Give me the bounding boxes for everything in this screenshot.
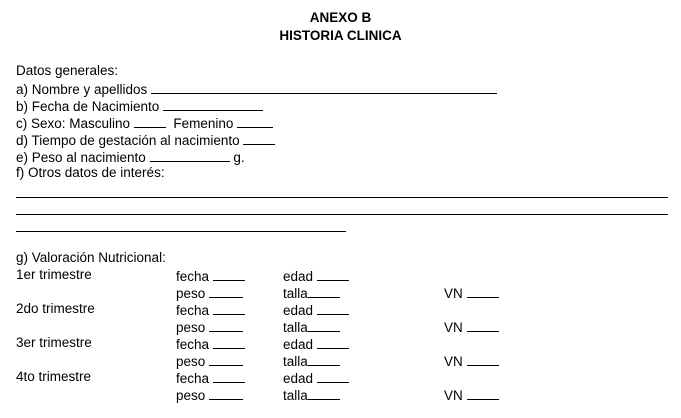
weight-blank[interactable] xyxy=(209,386,243,400)
birth-weight-label: e) Peso al nacimiento xyxy=(16,150,146,165)
name-row xyxy=(16,80,497,98)
date-blank[interactable] xyxy=(213,267,245,281)
weight-blank[interactable] xyxy=(209,284,243,298)
birthdate-row xyxy=(16,97,263,115)
date-field xyxy=(176,267,245,285)
gestation-row xyxy=(16,131,275,149)
height-field xyxy=(283,352,340,370)
birth-weight-row xyxy=(16,148,245,166)
vn-blank[interactable] xyxy=(467,386,499,400)
other-data-line-2[interactable] xyxy=(16,214,668,215)
vn-label: VN xyxy=(444,354,463,369)
height-field xyxy=(283,386,340,404)
other-data-line-3[interactable] xyxy=(16,231,346,232)
age-blank[interactable] xyxy=(317,267,349,281)
age-label: edad xyxy=(283,303,314,318)
other-data-label: f) Otros datos de interés: xyxy=(16,165,165,180)
weight-blank[interactable] xyxy=(209,318,243,332)
date-label: fecha xyxy=(176,269,210,284)
vn-field xyxy=(444,352,499,370)
date-field xyxy=(176,369,245,387)
sex-male-label: c) Sexo: Masculino xyxy=(16,116,131,131)
date-field xyxy=(176,301,245,319)
birth-weight-blank[interactable] xyxy=(150,148,230,162)
age-blank[interactable] xyxy=(317,335,349,349)
date-blank[interactable] xyxy=(213,301,245,315)
height-field xyxy=(283,318,340,336)
age-field xyxy=(283,267,349,285)
height-blank[interactable] xyxy=(308,352,340,366)
height-blank[interactable] xyxy=(308,386,340,400)
height-label: talla xyxy=(283,354,308,369)
document-title: HISTORIA CLINICA xyxy=(279,28,402,43)
date-blank[interactable] xyxy=(213,369,245,383)
birth-weight-unit: g. xyxy=(233,150,245,165)
name-label: a) Nombre y apellidos xyxy=(16,82,148,97)
date-label: fecha xyxy=(176,303,210,318)
vn-label: VN xyxy=(444,320,463,335)
weight-label: peso xyxy=(176,320,206,335)
sex-female-label: Femenino xyxy=(173,116,234,131)
age-blank[interactable] xyxy=(317,369,349,383)
height-field xyxy=(283,284,340,302)
date-field xyxy=(176,335,245,353)
age-label: edad xyxy=(283,269,314,284)
weight-blank[interactable] xyxy=(209,352,243,366)
annex-title: ANEXO B xyxy=(309,10,372,25)
age-field xyxy=(283,369,349,387)
age-label: edad xyxy=(283,371,314,386)
sex-male-blank[interactable] xyxy=(134,114,166,128)
trimester-label: 4to trimestre xyxy=(16,369,92,384)
height-label: talla xyxy=(283,388,308,403)
weight-field xyxy=(176,386,243,404)
name-blank[interactable] xyxy=(151,80,497,94)
weight-field xyxy=(176,284,243,302)
vn-field xyxy=(444,318,499,336)
sex-female-blank[interactable] xyxy=(237,114,273,128)
trimester-label: 2do trimestre xyxy=(16,301,95,316)
vn-label: VN xyxy=(444,388,463,403)
weight-label: peso xyxy=(176,354,206,369)
trimester-label: 1er trimestre xyxy=(16,267,92,282)
height-blank[interactable] xyxy=(308,284,340,298)
height-label: talla xyxy=(283,320,308,335)
date-blank[interactable] xyxy=(213,335,245,349)
vn-blank[interactable] xyxy=(467,284,499,298)
age-blank[interactable] xyxy=(317,301,349,315)
height-label: talla xyxy=(283,286,308,301)
vn-blank[interactable] xyxy=(467,352,499,366)
trimester-label: 3er trimestre xyxy=(16,335,92,350)
vn-field xyxy=(444,386,499,404)
nutrition-heading: g) Valoración Nutricional: xyxy=(16,250,166,265)
birthdate-label: b) Fecha de Nacimiento xyxy=(16,99,160,114)
weight-field xyxy=(176,318,243,336)
weight-label: peso xyxy=(176,388,206,403)
gestation-blank[interactable] xyxy=(243,131,275,145)
vn-label: VN xyxy=(444,286,463,301)
vn-blank[interactable] xyxy=(467,318,499,332)
weight-field xyxy=(176,352,243,370)
gestation-label: d) Tiempo de gestación al nacimiento xyxy=(16,133,240,148)
birthdate-blank[interactable] xyxy=(163,97,263,111)
age-field xyxy=(283,301,349,319)
age-label: edad xyxy=(283,337,314,352)
general-data-heading: Datos generales: xyxy=(16,63,119,78)
date-label: fecha xyxy=(176,337,210,352)
age-field xyxy=(283,335,349,353)
vn-field xyxy=(444,284,499,302)
height-blank[interactable] xyxy=(308,318,340,332)
other-data-line-1[interactable] xyxy=(16,197,668,198)
sex-row xyxy=(16,114,273,132)
weight-label: peso xyxy=(176,286,206,301)
date-label: fecha xyxy=(176,371,210,386)
